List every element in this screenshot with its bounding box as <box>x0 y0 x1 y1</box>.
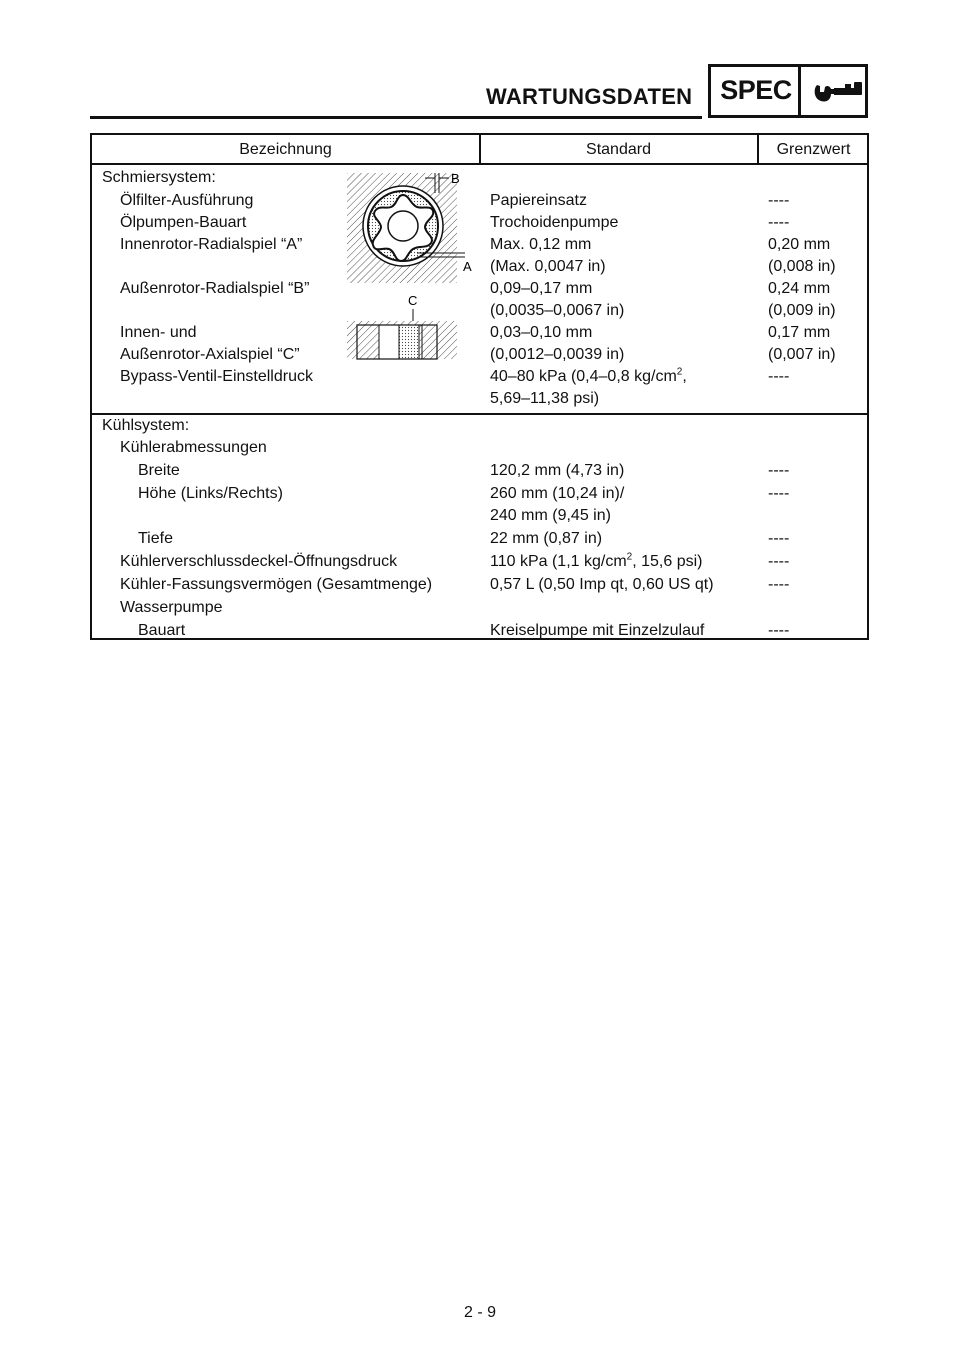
rotor-shaft <box>388 211 418 241</box>
row-label: Ölfilter-Ausführung <box>120 192 254 209</box>
page-number: 2 - 9 <box>463 1304 496 1321</box>
rotor-section <box>399 325 419 359</box>
row-standard: 0,57 L (0,50 Imp qt, 0,60 US qt) <box>490 576 714 593</box>
rotor-section <box>357 325 379 359</box>
row-limit: 0,24 mm <box>768 280 831 297</box>
row-standard: 5,69–11,38 psi) <box>490 390 600 407</box>
label-c: C <box>408 293 418 308</box>
row-limit: ---- <box>768 622 790 639</box>
row-limit: ---- <box>768 368 790 385</box>
spec-table <box>90 133 869 640</box>
row-limit: (0,007 in) <box>768 346 836 363</box>
row-label: Breite <box>138 462 180 479</box>
oil-pump-rotor-diagram <box>347 173 477 373</box>
text-part: 110 kPa (1,1 kg/cm <box>490 553 627 570</box>
section-title: Kühlsystem: <box>102 417 190 434</box>
row-label: Ölpumpen-Bauart <box>120 214 247 231</box>
row-label: Höhe (Links/Rechts) <box>138 485 283 502</box>
row-limit: ---- <box>768 462 790 479</box>
row-standard: (0,0035–0,0067 in) <box>490 302 625 319</box>
row-label: Außenrotor-Axialspiel “C” <box>120 346 300 363</box>
row-standard: 22 mm (0,87 in) <box>490 530 603 547</box>
row-label: Innenrotor-Radialspiel “A” <box>120 236 303 253</box>
row-standard <box>490 366 687 388</box>
row-standard: 0,03–0,10 mm <box>490 324 593 341</box>
row-limit: ---- <box>768 192 790 209</box>
wrench-icon <box>811 77 867 107</box>
row-label: Bauart <box>138 622 186 639</box>
spec-badge <box>708 64 868 118</box>
row-limit: ---- <box>768 530 790 547</box>
col-header-standard: Standard <box>586 141 651 158</box>
spec-badge-divider <box>798 67 801 115</box>
text-part: , 15,6 psi) <box>632 553 703 570</box>
row-standard: (Max. 0,0047 in) <box>490 258 606 275</box>
row-limit: ---- <box>768 576 790 593</box>
row-standard: 0,09–0,17 mm <box>490 280 593 297</box>
row-standard: 240 mm (9,45 in) <box>490 507 611 524</box>
text-part: , <box>682 368 687 385</box>
row-limit: 0,20 mm <box>768 236 831 253</box>
row-standard: Trochoidenpumpe <box>490 214 619 231</box>
row-standard: Papiereinsatz <box>490 192 587 209</box>
row-label: Innen- und <box>120 324 197 341</box>
label-a: A <box>463 259 472 274</box>
row-label: Kühlerverschlussdeckel-Öffnungsdruck <box>120 553 398 570</box>
row-standard: 260 mm (10,24 in)/ <box>490 485 625 502</box>
row-label: Bypass-Ventil-Einstelldruck <box>120 368 313 385</box>
superscript: 2 <box>626 551 633 563</box>
row-label: Wasserpumpe <box>120 599 223 616</box>
section-title: Schmiersystem: <box>102 169 216 186</box>
section-divider <box>92 413 867 415</box>
spec-badge-label: SPEC <box>720 75 792 105</box>
row-limit: ---- <box>768 214 790 231</box>
text-part: 40–80 kPa (0,4–0,8 kg/cm <box>490 368 677 385</box>
col-header-grenzwert: Grenzwert <box>776 141 851 158</box>
row-limit: (0,008 in) <box>768 258 836 275</box>
row-label: Außenrotor-Radialspiel “B” <box>120 280 310 297</box>
superscript: 2 <box>676 366 683 378</box>
row-standard: Max. 0,12 mm <box>490 236 592 253</box>
row-limit: 0,17 mm <box>768 324 831 341</box>
label-b: B <box>451 173 460 186</box>
row-label: Tiefe <box>138 530 173 547</box>
page-title: WARTUNGSDATEN <box>486 84 693 109</box>
row-standard: 120,2 mm (4,73 in) <box>490 462 625 479</box>
row-standard: (0,0012–0,0039 in) <box>490 346 625 363</box>
row-standard <box>490 551 702 573</box>
row-label: Kühler-Fassungsvermögen (Gesamtmenge) <box>120 576 433 593</box>
header-divider <box>92 163 867 165</box>
header-rule <box>90 116 702 119</box>
row-label: Kühlerabmessungen <box>120 439 267 456</box>
col-header-bezeichnung: Bezeichnung <box>239 141 332 158</box>
row-limit: ---- <box>768 553 790 570</box>
row-standard: Kreiselpumpe mit Einzelzulauf <box>490 622 705 639</box>
row-limit: (0,009 in) <box>768 302 836 319</box>
row-limit: ---- <box>768 485 790 502</box>
